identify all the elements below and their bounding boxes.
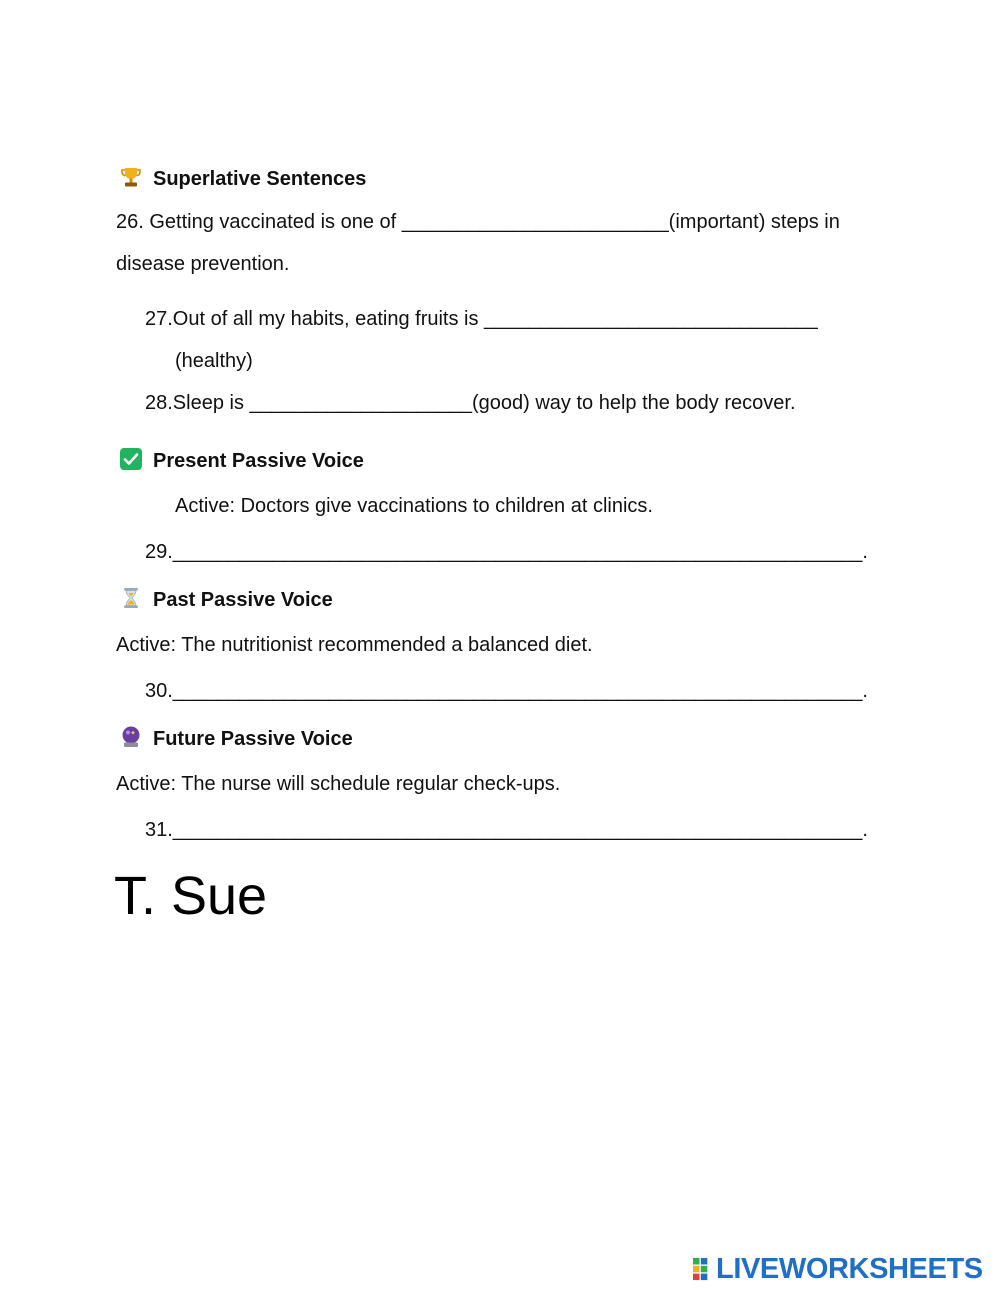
question-27-line-2: (healthy) xyxy=(175,350,253,372)
question-28: 28.Sleep is ____________________(good) way to help the body recover. xyxy=(145,392,796,414)
section-heading-future-passive: Future Passive Voice xyxy=(153,728,353,750)
hourglass-icon xyxy=(119,586,143,610)
check-mark-icon xyxy=(119,447,143,471)
answer-line-29: 29.______________________________________________________________. xyxy=(145,541,868,563)
logo-text: LIVEWORKSHEETS xyxy=(716,1253,983,1285)
question-26-line-2: disease prevention. xyxy=(116,253,290,275)
crystal-ball-icon xyxy=(119,725,143,749)
trophy-icon xyxy=(119,165,143,189)
question-26-line-1: 26. Getting vaccinated is one of ________________________(important) steps in xyxy=(116,211,840,233)
active-sentence-future: Active: The nurse will schedule regular check-ups. xyxy=(116,773,561,795)
section-heading-present-passive: Present Passive Voice xyxy=(153,450,364,472)
answer-line-31: 31.______________________________________________________________. xyxy=(145,819,868,841)
answer-line-30: 30.______________________________________________________________. xyxy=(145,680,868,702)
section-heading-past-passive: Past Passive Voice xyxy=(153,589,333,611)
question-27-line-1: 27.Out of all my habits, eating fruits is ______________________________ xyxy=(145,308,818,330)
active-sentence-past: Active: The nutritionist recommended a balanced diet. xyxy=(116,634,593,656)
section-heading-superlative: Superlative Sentences xyxy=(153,168,367,190)
author-signature: T. Sue xyxy=(114,866,268,926)
active-sentence-present: Active: Doctors give vaccinations to children at clinics. xyxy=(175,495,653,517)
logo-blocks-icon xyxy=(692,1257,716,1281)
